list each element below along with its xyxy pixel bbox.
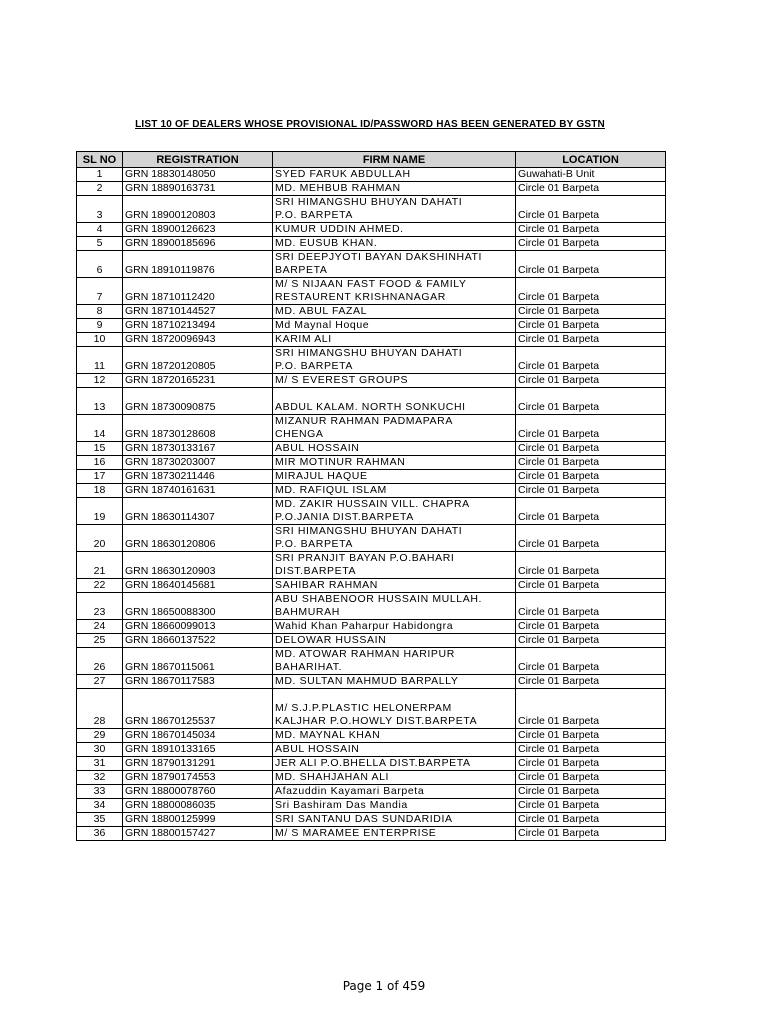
location-cell: Circle 01 Barpeta [516, 579, 666, 593]
location-cell: Circle 01 Barpeta [516, 251, 666, 278]
sl-cell: 2 [77, 182, 123, 196]
location-cell: Circle 01 Barpeta [516, 689, 666, 729]
firm-name-cell: SRI PRANJIT BAYAN P.O.BAHARI DIST.BARPETA [273, 552, 516, 579]
table-row [77, 196, 666, 223]
table-body [77, 168, 666, 841]
location-cell: Circle 01 Barpeta [516, 374, 666, 388]
table-row [77, 333, 666, 347]
location-cell: Guwahati-B Unit [516, 168, 666, 182]
sl-cell: 25 [77, 634, 123, 648]
registration-cell: GRN 18630120806 [123, 525, 273, 552]
registration-cell: GRN 18800078760 [123, 785, 273, 799]
registration-cell: GRN 18660099013 [123, 620, 273, 634]
table-row [77, 470, 666, 484]
firm-name-cell: MD. ABUL FAZAL [273, 305, 516, 319]
sl-cell: 17 [77, 470, 123, 484]
registration-cell: GRN 18650088300 [123, 593, 273, 620]
sl-cell: 18 [77, 484, 123, 498]
table-row [77, 347, 666, 374]
sl-cell: 20 [77, 525, 123, 552]
sl-cell: 5 [77, 237, 123, 251]
table-row [77, 620, 666, 634]
firm-name-cell: M/ S MARAMEE ENTERPRISE [273, 827, 516, 841]
table-row [77, 552, 666, 579]
sl-cell: 29 [77, 729, 123, 743]
sl-cell: 28 [77, 689, 123, 729]
table-row [77, 785, 666, 799]
registration-cell: GRN 18900185696 [123, 237, 273, 251]
firm-name-cell: JER ALI P.O.BHELLA DIST.BARPETA [273, 757, 516, 771]
firm-name-cell: ABDUL KALAM. NORTH SONKUCHI [273, 388, 516, 415]
table-row [77, 799, 666, 813]
firm-name-cell: Sri Bashiram Das Mandia [273, 799, 516, 813]
registration-cell: GRN 18630114307 [123, 498, 273, 525]
table-row [77, 689, 666, 729]
registration-cell: GRN 18890163731 [123, 182, 273, 196]
location-cell: Circle 01 Barpeta [516, 182, 666, 196]
sl-cell: 10 [77, 333, 123, 347]
firm-name-cell: MIZANUR RAHMAN PADMAPARA CHENGA [273, 415, 516, 442]
table-row [77, 757, 666, 771]
sl-cell: 34 [77, 799, 123, 813]
header-sl-no: SL NO [77, 152, 123, 168]
location-cell: Circle 01 Barpeta [516, 498, 666, 525]
registration-cell: GRN 18670115061 [123, 648, 273, 675]
location-cell: Circle 01 Barpeta [516, 196, 666, 223]
registration-cell: GRN 18730090875 [123, 388, 273, 415]
location-cell: Circle 01 Barpeta [516, 470, 666, 484]
table-row [77, 525, 666, 552]
location-cell: Circle 01 Barpeta [516, 634, 666, 648]
location-cell: Circle 01 Barpeta [516, 620, 666, 634]
table-row [77, 388, 666, 415]
registration-cell: GRN 18670145034 [123, 729, 273, 743]
table-row [77, 415, 666, 442]
header-firm-name: FIRM NAME [273, 152, 516, 168]
sl-cell: 22 [77, 579, 123, 593]
firm-name-cell: Afazuddin Kayamari Barpeta [273, 785, 516, 799]
firm-name-cell: ABUL HOSSAIN [273, 442, 516, 456]
location-cell: Circle 01 Barpeta [516, 442, 666, 456]
registration-cell: GRN 18830148050 [123, 168, 273, 182]
table-row [77, 593, 666, 620]
registration-cell: GRN 18730211446 [123, 470, 273, 484]
firm-name-cell: KARIM ALI [273, 333, 516, 347]
sl-cell: 36 [77, 827, 123, 841]
sl-cell: 24 [77, 620, 123, 634]
table-row [77, 634, 666, 648]
sl-cell: 16 [77, 456, 123, 470]
firm-name-cell: SRI DEEPJYOTI BAYAN DAKSHINHATI BARPETA [273, 251, 516, 278]
sl-cell: 30 [77, 743, 123, 757]
registration-cell: GRN 18670125537 [123, 689, 273, 729]
registration-cell: GRN 18730203007 [123, 456, 273, 470]
table-row [77, 498, 666, 525]
sl-cell: 9 [77, 319, 123, 333]
firm-name-cell: DELOWAR HUSSAIN [273, 634, 516, 648]
location-cell: Circle 01 Barpeta [516, 223, 666, 237]
sl-cell: 21 [77, 552, 123, 579]
firm-name-cell: MD. ZAKIR HUSSAIN VILL. CHAPRA P.O.JANIA DIST.BARPETA [273, 498, 516, 525]
table-row [77, 223, 666, 237]
sl-cell: 6 [77, 251, 123, 278]
location-cell: Circle 01 Barpeta [516, 347, 666, 374]
firm-name-cell: ABU SHABENOOR HUSSAIN MULLAH. BAHMURAH [273, 593, 516, 620]
location-cell: Circle 01 Barpeta [516, 675, 666, 689]
sl-cell: 31 [77, 757, 123, 771]
location-cell: Circle 01 Barpeta [516, 593, 666, 620]
sl-cell: 11 [77, 347, 123, 374]
table-header-row [77, 152, 666, 168]
table-row [77, 484, 666, 498]
location-cell: Circle 01 Barpeta [516, 388, 666, 415]
table-row [77, 743, 666, 757]
table-row [77, 251, 666, 278]
location-cell: Circle 01 Barpeta [516, 525, 666, 552]
table-row [77, 579, 666, 593]
location-cell: Circle 01 Barpeta [516, 237, 666, 251]
registration-cell: GRN 18710112420 [123, 278, 273, 305]
sl-cell: 27 [77, 675, 123, 689]
sl-cell: 1 [77, 168, 123, 182]
sl-cell: 23 [77, 593, 123, 620]
firm-name-cell: MD. SHAHJAHAN ALI [273, 771, 516, 785]
header-location: LOCATION [516, 152, 666, 168]
table-row [77, 813, 666, 827]
sl-cell: 15 [77, 442, 123, 456]
location-cell: Circle 01 Barpeta [516, 456, 666, 470]
firm-name-cell: SYED FARUK ABDULLAH [273, 168, 516, 182]
table-row [77, 237, 666, 251]
table-row [77, 771, 666, 785]
sl-cell: 33 [77, 785, 123, 799]
table-row [77, 168, 666, 182]
table-row [77, 182, 666, 196]
location-cell: Circle 01 Barpeta [516, 757, 666, 771]
firm-name-cell: MIRAJUL HAQUE [273, 470, 516, 484]
table-row [77, 305, 666, 319]
table-row [77, 648, 666, 675]
registration-cell: GRN 18790174553 [123, 771, 273, 785]
location-cell: Circle 01 Barpeta [516, 484, 666, 498]
location-cell: Circle 01 Barpeta [516, 827, 666, 841]
firm-name-cell: MD. SULTAN MAHMUD BARPALLY [273, 675, 516, 689]
location-cell: Circle 01 Barpeta [516, 278, 666, 305]
firm-name-cell: SRI SANTANU DAS SUNDARIDIA [273, 813, 516, 827]
firm-name-cell: M/ S NIJAAN FAST FOOD & FAMILY RESTAURENT KRISHNANAGAR [273, 278, 516, 305]
sl-cell: 35 [77, 813, 123, 827]
sl-cell: 32 [77, 771, 123, 785]
registration-cell: GRN 18900120803 [123, 196, 273, 223]
location-cell: Circle 01 Barpeta [516, 813, 666, 827]
firm-name-cell: SAHIBAR RAHMAN [273, 579, 516, 593]
firm-name-cell: M/ S.J.P.PLASTIC HELONERPAM KALJHAR P.O.HOWLY DIST.BARPETA [273, 689, 516, 729]
registration-cell: GRN 18800086035 [123, 799, 273, 813]
sl-cell: 4 [77, 223, 123, 237]
registration-cell: GRN 18720165231 [123, 374, 273, 388]
firm-name-cell: MD. ATOWAR RAHMAN HARIPUR BAHARIHAT. [273, 648, 516, 675]
table-row [77, 278, 666, 305]
registration-cell: GRN 18720096943 [123, 333, 273, 347]
document-title: LIST 10 OF DEALERS WHOSE PROVISIONAL ID/PASSWORD HAS BEEN GENERATED BY GSTN [135, 119, 605, 130]
firm-name-cell: SRI HIMANGSHU BHUYAN DAHATI P.O. BARPETA [273, 196, 516, 223]
registration-cell: GRN 18660137522 [123, 634, 273, 648]
firm-name-cell: MD. EUSUB KHAN. [273, 237, 516, 251]
registration-cell: GRN 18910133165 [123, 743, 273, 757]
registration-cell: GRN 18640145681 [123, 579, 273, 593]
location-cell: Circle 01 Barpeta [516, 799, 666, 813]
firm-name-cell: Wahid Khan Paharpur Habidongra [273, 620, 516, 634]
location-cell: Circle 01 Barpeta [516, 785, 666, 799]
registration-cell: GRN 18900126623 [123, 223, 273, 237]
registration-cell: GRN 18710144527 [123, 305, 273, 319]
firm-name-cell: Md Maynal Hoque [273, 319, 516, 333]
registration-cell: GRN 18790131291 [123, 757, 273, 771]
registration-cell: GRN 18720120805 [123, 347, 273, 374]
table-row [77, 827, 666, 841]
sl-cell: 26 [77, 648, 123, 675]
location-cell: Circle 01 Barpeta [516, 319, 666, 333]
registration-cell: GRN 18670117583 [123, 675, 273, 689]
sl-cell: 13 [77, 388, 123, 415]
header-registration: REGISTRATION [123, 152, 273, 168]
table-row [77, 374, 666, 388]
registration-cell: GRN 18800125999 [123, 813, 273, 827]
registration-cell: GRN 18740161631 [123, 484, 273, 498]
registration-cell: GRN 18800157427 [123, 827, 273, 841]
location-cell: Circle 01 Barpeta [516, 743, 666, 757]
firm-name-cell: SRI HIMANGSHU BHUYAN DAHATI P.O. BARPETA [273, 525, 516, 552]
firm-name-cell: ABUL HOSSAIN [273, 743, 516, 757]
dealers-table [76, 151, 666, 841]
sl-cell: 14 [77, 415, 123, 442]
sl-cell: 19 [77, 498, 123, 525]
sl-cell: 3 [77, 196, 123, 223]
location-cell: Circle 01 Barpeta [516, 771, 666, 785]
firm-name-cell: M/ S EVEREST GROUPS [273, 374, 516, 388]
registration-cell: GRN 18910119876 [123, 251, 273, 278]
sl-cell: 8 [77, 305, 123, 319]
location-cell: Circle 01 Barpeta [516, 415, 666, 442]
table-row [77, 675, 666, 689]
table-row [77, 319, 666, 333]
table-row [77, 456, 666, 470]
table-row [77, 442, 666, 456]
registration-cell: GRN 18710213494 [123, 319, 273, 333]
registration-cell: GRN 18730133167 [123, 442, 273, 456]
sl-cell: 12 [77, 374, 123, 388]
firm-name-cell: SRI HIMANGSHU BHUYAN DAHATI P.O. BARPETA [273, 347, 516, 374]
sl-cell: 7 [77, 278, 123, 305]
location-cell: Circle 01 Barpeta [516, 333, 666, 347]
location-cell: Circle 01 Barpeta [516, 729, 666, 743]
firm-name-cell: MIR MOTINUR RAHMAN [273, 456, 516, 470]
firm-name-cell: MD. RAFIQUL ISLAM [273, 484, 516, 498]
firm-name-cell: MD. MAYNAL KHAN [273, 729, 516, 743]
firm-name-cell: MD. MEHBUB RAHMAN [273, 182, 516, 196]
page-footer: Page 1 of 459 [342, 979, 426, 993]
location-cell: Circle 01 Barpeta [516, 305, 666, 319]
location-cell: Circle 01 Barpeta [516, 648, 666, 675]
location-cell: Circle 01 Barpeta [516, 552, 666, 579]
firm-name-cell: KUMUR UDDIN AHMED. [273, 223, 516, 237]
registration-cell: GRN 18630120903 [123, 552, 273, 579]
table-row [77, 729, 666, 743]
registration-cell: GRN 18730128608 [123, 415, 273, 442]
